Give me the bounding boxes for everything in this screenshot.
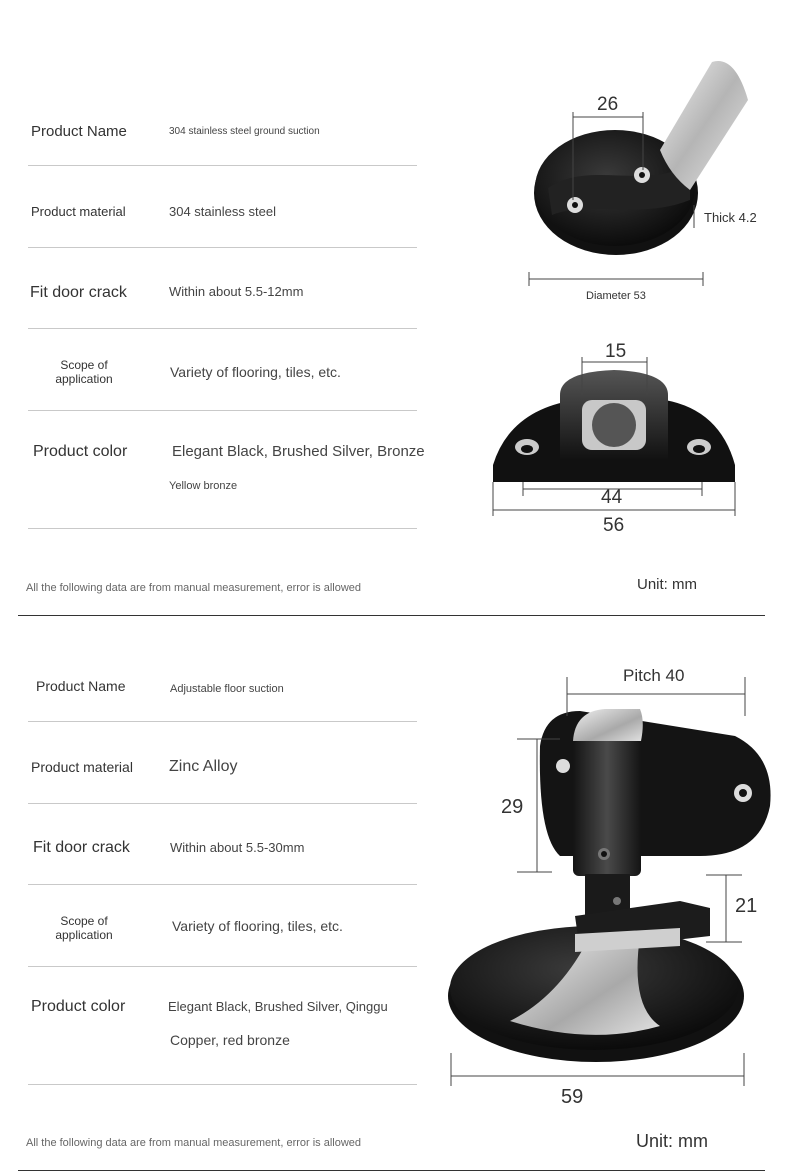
- panel-separator: [18, 1170, 765, 1171]
- product-name-label: Product Name: [36, 678, 126, 694]
- dim-pitch: Pitch 40: [623, 666, 685, 685]
- product-name-label: Product Name: [31, 123, 127, 140]
- fit-door-crack-value: Within about 5.5-30mm: [170, 840, 305, 855]
- scope-value: Variety of flooring, tiles, etc.: [172, 918, 343, 934]
- fit-door-crack-label: Fit door crack: [30, 284, 127, 301]
- product-color-value-2: Copper, red bronze: [170, 1032, 290, 1048]
- fit-door-crack-value: Within about 5.5-12mm: [169, 284, 304, 299]
- dim-base-width: 56: [603, 515, 625, 536]
- adjustable-floor-suction-illustration: [0, 616, 790, 1173]
- product-name-value: Adjustable floor suction: [170, 683, 284, 695]
- product-material-value: Zinc Alloy: [169, 758, 238, 775]
- product-spec-panel-2: [0, 616, 790, 1173]
- measurement-note: All the following data are from manual measurement, error is allowed: [26, 582, 362, 594]
- product-name-value: 304 stainless steel ground suction: [169, 126, 320, 137]
- product-color-label: Product color: [31, 998, 126, 1015]
- unit-label: Unit: mm: [637, 576, 697, 593]
- dim-upper-height: 29: [501, 796, 524, 818]
- dim-base-diameter: 59: [561, 1086, 584, 1108]
- product-color-label: Product color: [33, 443, 128, 460]
- dim-slot-width: 15: [605, 341, 627, 362]
- dim-top-width: 26: [597, 94, 619, 115]
- scope-label: Scope of application: [55, 358, 113, 386]
- product-color-value-2: Yellow bronze: [169, 480, 238, 492]
- dim-lower-height: 21: [735, 895, 758, 917]
- dim-diameter: Diameter 53: [586, 290, 646, 302]
- product-material-value: 304 stainless steel: [169, 204, 276, 219]
- product-color-value: Elegant Black, Brushed Silver, Bronze: [172, 443, 425, 460]
- fit-door-crack-label: Fit door crack: [33, 839, 130, 856]
- product-material-label: Product material: [31, 204, 126, 219]
- dim-thickness: Thick 4.2: [704, 210, 757, 225]
- scope-value: Variety of flooring, tiles, etc.: [170, 364, 341, 380]
- scope-label: Scope of application: [55, 914, 113, 942]
- product-material-label: Product material: [31, 759, 133, 775]
- unit-label: Unit: mm: [636, 1131, 708, 1151]
- dim-hole-pitch: 44: [601, 487, 623, 508]
- product-color-value: Elegant Black, Brushed Silver, Qinggu: [168, 999, 388, 1014]
- measurement-note: All the following data are from manual measurement, error is allowed: [26, 1137, 362, 1149]
